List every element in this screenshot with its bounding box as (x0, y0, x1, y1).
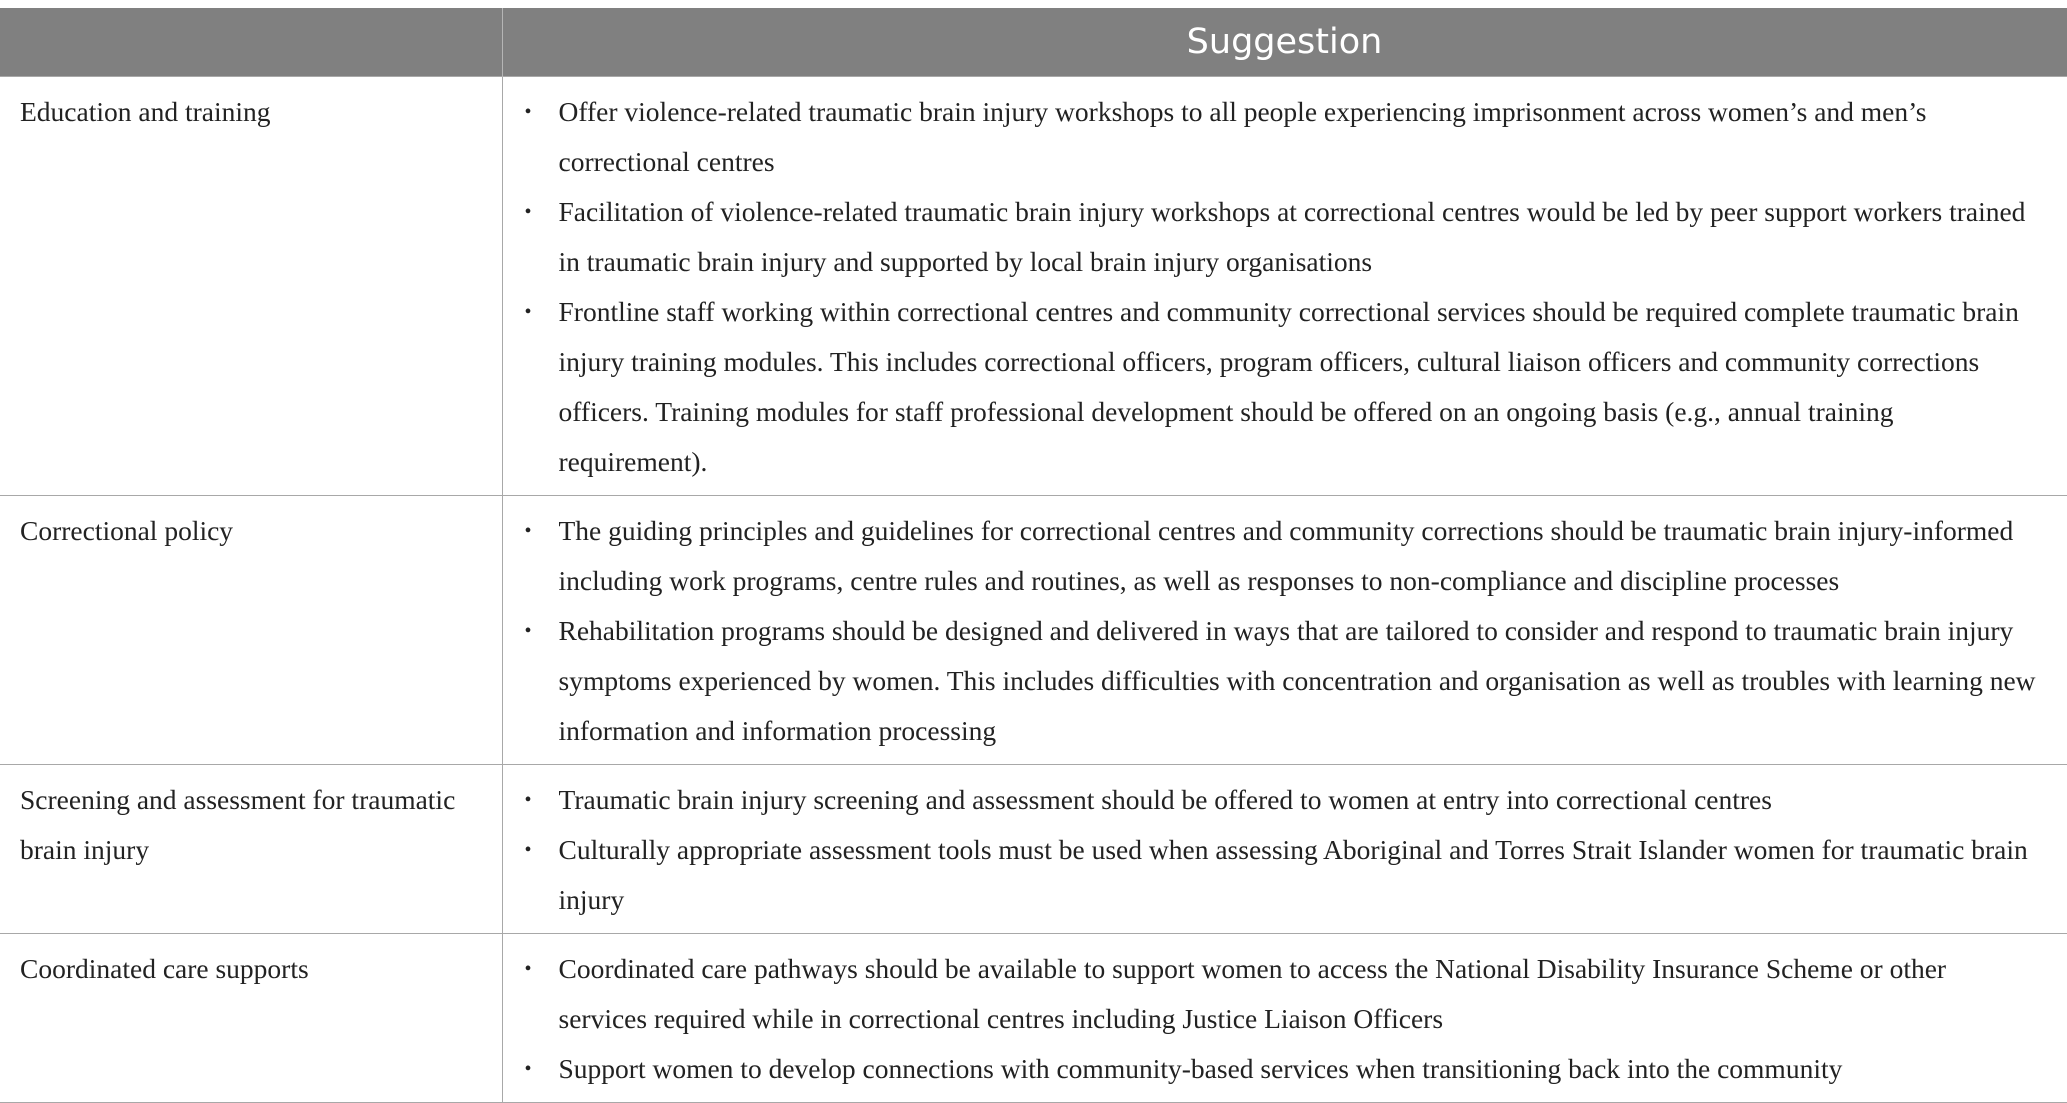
suggestion-text: Traumatic brain injury screening and assessment should be offered to women at entry into correctional centres (558, 784, 1772, 815)
category-cell: Coordinated care supports (0, 934, 502, 1103)
suggestion-cell (502, 77, 2067, 496)
suggestion-item (525, 606, 2039, 756)
suggestion-cell (502, 765, 2067, 934)
suggestion-list (525, 944, 2039, 1094)
suggestion-cell (502, 496, 2067, 765)
bullet-icon: • (524, 620, 532, 642)
header-suggestion-cell: Suggestion (502, 8, 2067, 77)
table-row (0, 765, 2067, 934)
suggestion-text: Facilitation of violence-related traumatic brain injury workshops at correctional centres would be led by peer support workers trained in traumatic brain injury and supported by local brain injury organisations (558, 196, 2026, 277)
suggestion-item (525, 944, 2039, 1044)
suggestion-list (525, 87, 2039, 487)
suggestion-item (525, 506, 2039, 606)
table-row (0, 496, 2067, 765)
bullet-icon: • (524, 839, 532, 861)
table-row (0, 77, 2067, 496)
category-cell: Education and training (0, 77, 502, 496)
suggestion-text: The guiding principles and guidelines for correctional centres and community corrections should be traumatic brain injury-informed including work programs, centre rules and routines, as well as responses to non-compliance and discipline processes (558, 515, 2014, 596)
table-header (0, 8, 2067, 77)
suggestion-text: Rehabilitation programs should be designed and delivered in ways that are tailored to consider and respond to traumatic brain injury symptoms experienced by women. This includes difficulties with concentration and organisation as well as troubles with learning new information and information processing (558, 615, 2036, 746)
category-cell: Correctional policy (0, 496, 502, 765)
suggestion-text: Offer violence-related traumatic brain injury workshops to all people experiencing imprisonment across women’s and men’s correctional centres (558, 96, 1927, 177)
table-row (0, 934, 2067, 1103)
suggestion-text: Coordinated care pathways should be available to support women to access the National Disability Insurance Scheme or other services required while in correctional centres including Justice Liaison Officers (558, 953, 1947, 1034)
bullet-icon: • (524, 301, 532, 323)
suggestion-text: Frontline staff working within correctional centres and community correctional services should be required complete traumatic brain injury training modules. This includes correctional officers, program officers, cultural liaison officers and community corrections officers. Training modules for staff professional development should be offered on an ongoing basis (e.g., annual training requirement). (558, 296, 2019, 477)
table-body (0, 77, 2067, 1103)
suggestions-table (0, 8, 2067, 1103)
bullet-icon: • (524, 1058, 532, 1080)
bullet-icon: • (524, 101, 532, 123)
suggestion-list (525, 506, 2039, 756)
bullet-icon: • (524, 958, 532, 980)
bullet-icon: • (524, 520, 532, 542)
suggestion-item (525, 825, 2039, 925)
suggestion-item (525, 187, 2039, 287)
suggestions-table-container (0, 8, 2067, 1103)
suggestion-item (525, 775, 2039, 825)
suggestion-cell (502, 934, 2067, 1103)
header-category-cell (0, 8, 502, 77)
suggestion-item (525, 1044, 2039, 1094)
suggestion-list (525, 775, 2039, 925)
bullet-icon: • (524, 789, 532, 811)
suggestion-item (525, 287, 2039, 487)
suggestion-text: Culturally appropriate assessment tools must be used when assessing Aboriginal and Torres Strait Islander women for traumatic brain injury (558, 834, 2028, 915)
header-row (0, 8, 2067, 77)
suggestion-text: Support women to develop connections with community-based services when transitioning back into the community (558, 1053, 1843, 1084)
suggestion-item (525, 87, 2039, 187)
category-cell: Screening and assessment for traumatic brain injury (0, 765, 502, 934)
bullet-icon: • (524, 201, 532, 223)
